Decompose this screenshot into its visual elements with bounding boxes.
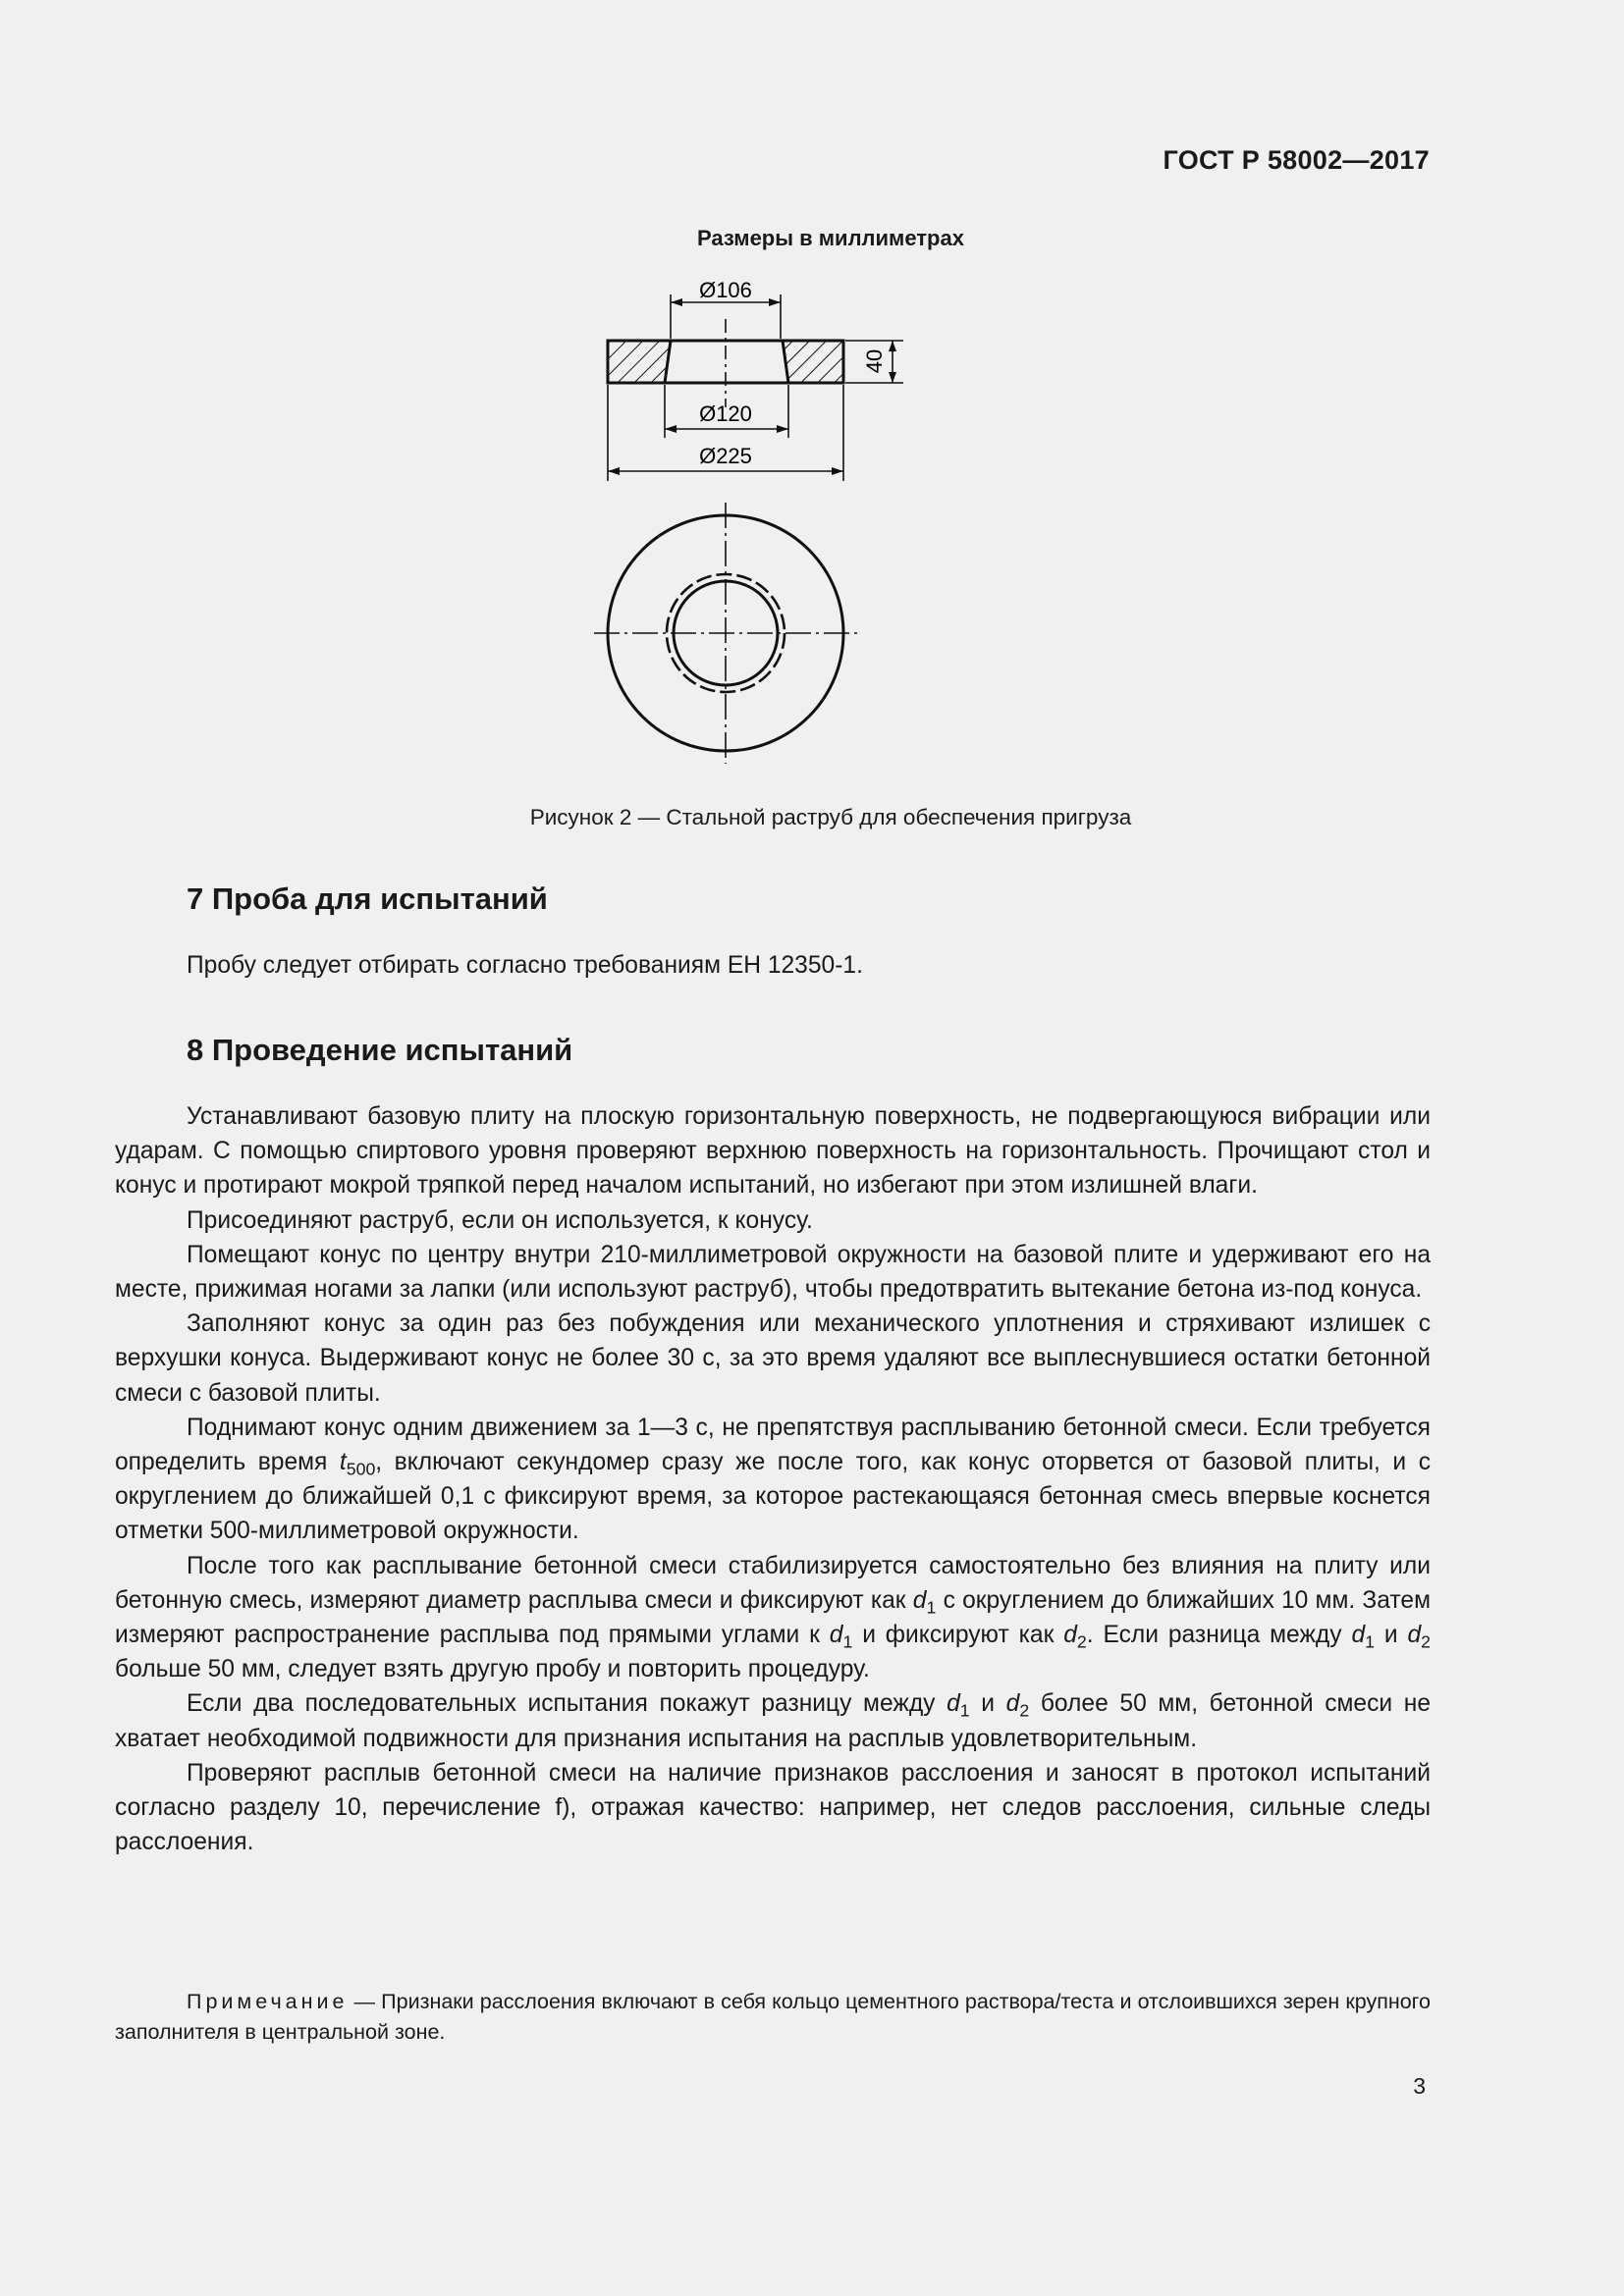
- flange-drawing: [550, 265, 943, 766]
- paragraph: Поднимают конус одним движением за 1—3 с, не препятствуя расплыванию бетонной смеси. Если требуется определить время $t_{500}$, включают секундомер сразу же после того, как конус оторвется от базовой плиты, и с округлением до ближайшей 0,1 с фиксируют время, за которое растекающаяся бетонная смесь впервые коснется отметки 500-миллиметровой окружности.: [115, 1414, 1431, 1545]
- dim-bottom-diameter: [665, 385, 788, 438]
- note: [115, 1987, 1431, 2048]
- dim-height-label: 40: [862, 348, 887, 374]
- paragraph: Присоединяют раструб, если он используется, к конусу.: [187, 1206, 813, 1234]
- figure-caption: Рисунок 2 — Стальной раструб для обеспечения пригруза: [529, 805, 1132, 829]
- figure-units-note: Размеры в миллиметрах: [697, 226, 964, 250]
- paragraph: Проверяют расплыв бетонной смеси на наличие признаков расслоения и заносят в протокол испытаний согласно разделу 10, перечисление f), отражая качество: например, нет следов расслоения, сильные следы расслоения.: [115, 1759, 1431, 1856]
- note-text: — Признаки расслоения включают в себя кольцо цементного раствора/теста и отслоившихся зерен крупного заполнителя в центральной зоне.: [115, 1990, 1431, 2044]
- dim-height: [845, 341, 903, 383]
- dim-outer-label: Ø225: [699, 444, 752, 468]
- paragraph: Помещают конус по центру внутри 210-миллиметровой окружности на базовой плите и удерживают его на месте, прижимая ногами за лапки (или используют раструб), чтобы предотвратить вытекание бетона из-под конуса.: [115, 1241, 1431, 1304]
- section-view: [608, 319, 843, 407]
- paragraph: Если два последовательных испытания покажут разницу между $d_1$ и $d_2$ более 50 мм, бетонной смеси не хватает необходимой подвижности для признания испытания на расплыв удовлетворительным.: [115, 1690, 1432, 1752]
- document-code: ГОСТ Р 58002—2017: [1163, 145, 1430, 175]
- page-number: 3: [1413, 2073, 1426, 2099]
- dim-bottom-label: Ø120: [699, 401, 752, 426]
- section-7-title: 7 Проба для испытаний: [187, 881, 548, 916]
- section-8-title: 8 Проведение испытаний: [187, 1033, 573, 1067]
- paragraph: Устанавливают базовую плиту на плоскую горизонтальную поверхность, не подвергающуюся вибрации или ударам. С помощью спиртового уровня проверяют верхнюю поверхность на горизонтальность. Прочищают стол и конус и протирают мокрой тряпкой перед началом испытаний, но избегают при этом излишней влаги.: [115, 1103, 1431, 1200]
- section-8-body: [115, 1099, 1431, 1859]
- plan-view: [594, 503, 857, 764]
- paragraph: Заполняют конус за один раз без побуждения или механического уплотнения и стряхивают излишек с верхушки конуса. Выдерживают конус не более 30 с, за это время удаляют все выплеснувшиеся остатки бетонной смеси с базовой плиты.: [115, 1310, 1431, 1407]
- section-7-text: Пробу следует отбирать согласно требованиям ЕН 12350-1.: [187, 952, 863, 979]
- note-label: Примечание: [187, 1990, 349, 2013]
- paragraph: После того как расплывание бетонной смеси стабилизируется самостоятельно без влияния на плиту или бетонную смесь, измеряют диаметр расплыва смеси и фиксируют как $d_1$ с округлением до ближайших 10 мм. Затем измеряют распространение расплыва под прямыми углами к $d_1$ и фиксируют как $d_2$. Если разница между $d_1$ и $d_2$ больше 50 мм, следует взять другую пробу и повторить процедуру.: [115, 1552, 1432, 1683]
- dim-top-label: Ø106: [699, 278, 752, 302]
